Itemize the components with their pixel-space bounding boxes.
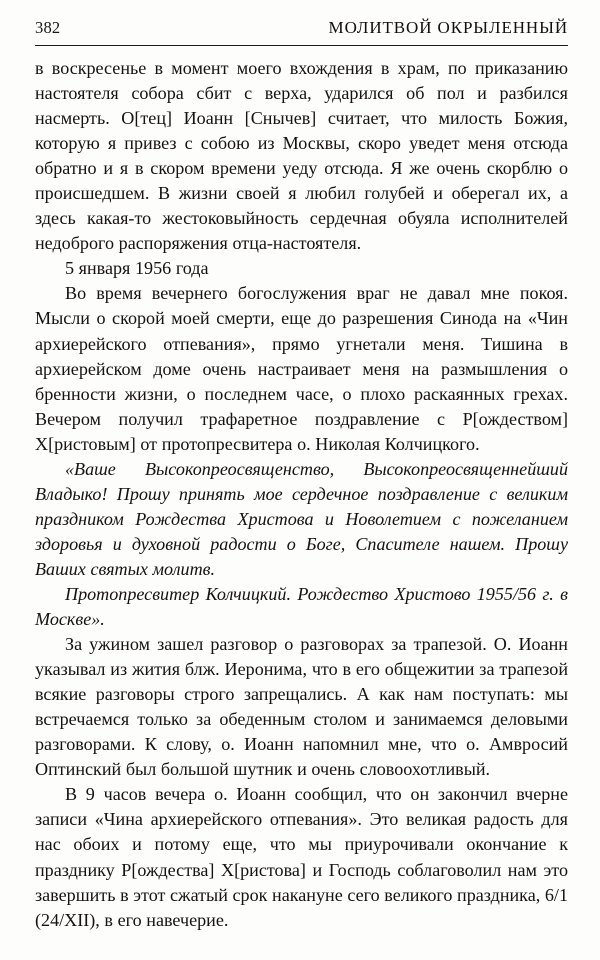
date-heading: 5 января 1956 года [65, 258, 209, 279]
quoted-letter-body: «Ваше Высокопреосвященство, Высокопреосвященнейший Владыко! Прошу принять мое сердечное поздравление с великим праздником Рождества Христова и Новолетием с пожеланием здоровья и духовной радости о Боге, Спасителе нашем. Прошу Ваших святых молитв. [35, 458, 568, 579]
page-header [35, 18, 568, 42]
paragraph-continuation: в воскресенье в момент моего вхождения в храм, по приказанию настоятеля собора сбит с верха, ударился об пол и разбился насмерть. О[тец] Иоанн [Снычев] считает, что милость Божия, которую я привез с собою из Москвы, скоро уведет меня отсюда обратно и я в скором времени уеду отсюда. Я же очень скорблю о происшедшем. В жизни своей я любил голубей и оберегал их, а здесь какая-то жестоковыйность сердечная обуяла исполнителей недоброго распоряжения отца-настоятеля. [35, 58, 568, 254]
header-divider [35, 45, 568, 46]
page-number: 382 [35, 18, 61, 37]
paragraph-nine-oclock: В 9 часов вечера о. Иоанн сообщил, что он закончил вчерне записи «Чина архиерейского отпевания». Это великая радость для нас обоих и потому еще, что мы приурочивали окончание к празднику Р[ождества] Х[ристова] и Господь соблаговолил нам это завершить в этот сжатый срок накануне сего великого праздника, 6/1 (24/XII), в его навечерие. [35, 784, 568, 930]
running-head: МОЛИТВОЙ ОКРЫЛЕННЫЙ [328, 18, 568, 37]
quoted-letter-signature: Протопресвитер Колчицкий. Рождество Христово 1955/56 г. в Москве». [35, 583, 568, 630]
paragraph-evening-service: Во время вечернего богослужения враг не давал мне покоя. Мысли о скорой моей смерти, еще до разрешения Синода на «Чин архиерейского отпевания», прямо угнетали меня. Тишина в архиерейском доме очень настраивает меня на размышления о бренности жизни, о последнем часе, о плохо раскаянных грехах. Вечером получил трафаретное поздравление с Р[ождеством] Х[ристовым] от протопресвитера о. Николая Колчицкого. [35, 283, 568, 454]
body-text [35, 56, 568, 933]
paragraph-supper-conversation: За ужином зашел разговор о разговорах за трапезой. О. Иоанн указывал из жития блж. Иеронима, что в его общежитии за трапезой всякие разговоры строго запрещались. А как нам поступать: мы встречаемся только за обеденным столом и занимаемся деловыми разговорами. К слову, о. Иоанн напомнил мне, что о. Амвросий Оптинский был большой шутник и очень словоохотливый. [35, 634, 568, 780]
